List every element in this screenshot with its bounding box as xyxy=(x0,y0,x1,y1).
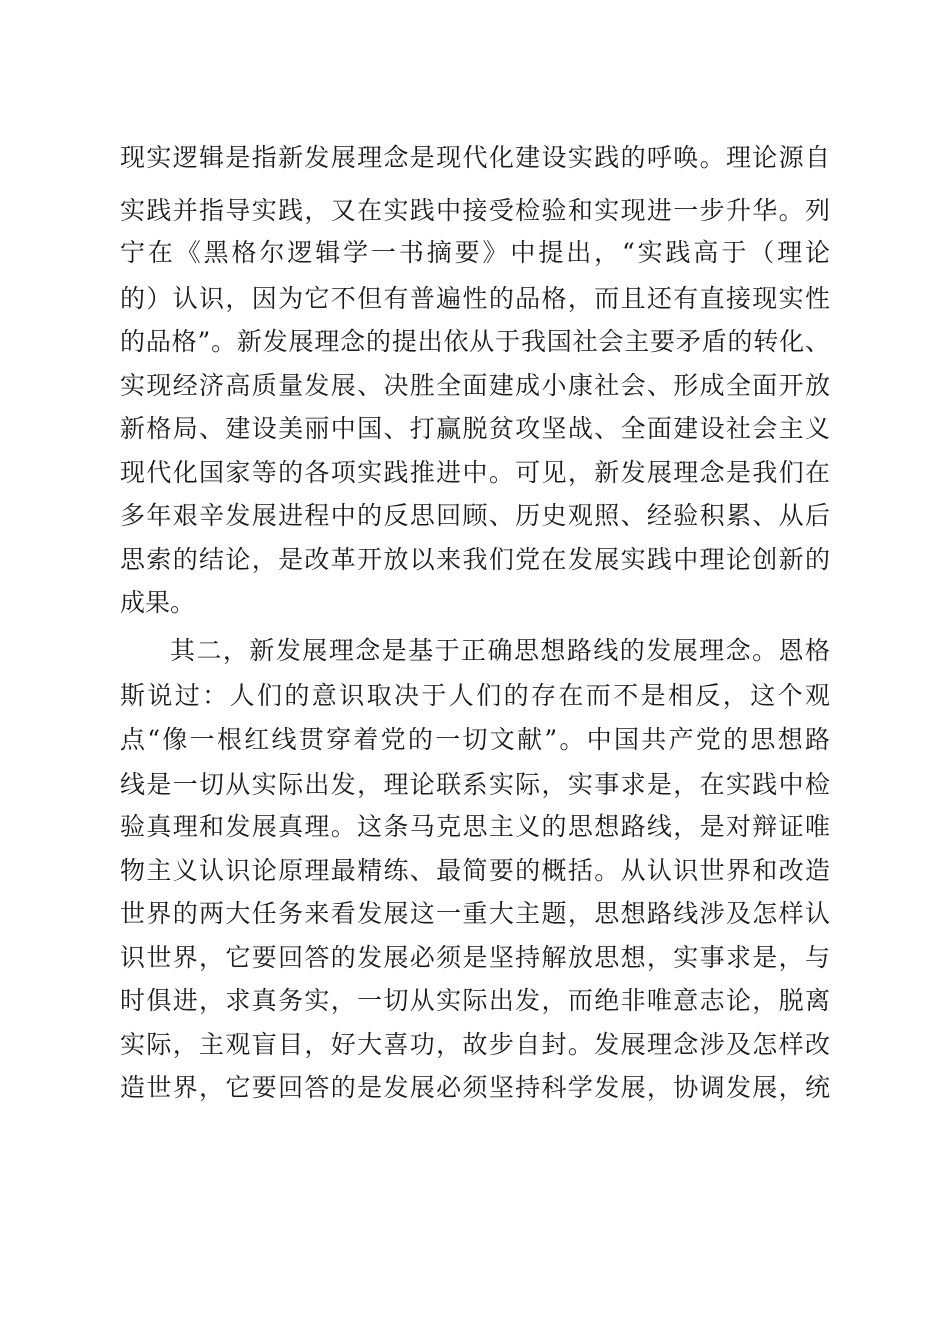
paragraph-2-line-2: 斯说过：人们的意识取决于人们的存在而不是相反，这个观 xyxy=(120,681,830,710)
paragraph-2-line-1: 其二，新发展理念是基于正确思想路线的发展理念。恩格 xyxy=(170,636,830,665)
paragraph-2-line-7: 世界的两大任务来看发展这一重大主题，思想路线涉及怎样认 xyxy=(120,899,830,928)
paragraph-1-line-10: 思索的结论，是改革开放以来我们党在发展实践中理论创新的 xyxy=(120,545,830,574)
paragraph-1-line-6: 实现经济高质量发展、决胜全面建成小康社会、形成全面开放 xyxy=(120,371,830,400)
paragraph-2-line-9: 时俱进，求真务实，一切从实际出发，而绝非唯意志论，脱离 xyxy=(120,986,830,1015)
paragraph-1-line-9: 多年艰辛发展进程中的反思回顾、历史观照、经验积累、从后 xyxy=(120,501,830,530)
paragraph-1-line-11: 成果。 xyxy=(120,588,196,617)
paragraph-2-line-5: 验真理和发展真理。这条马克思主义的思想路线，是对辩证唯 xyxy=(120,812,830,841)
paragraph-2-line-4: 线是一切从实际出发，理论联系实际，实事求是，在实践中检 xyxy=(120,770,830,799)
paragraph-1-line-1: 现实逻辑是指新发展理念是现代化建设实践的呼唤。理论源自 xyxy=(120,143,830,172)
paragraph-2-line-10: 实际，主观盲目，好大喜功，故步自封。发展理念涉及怎样改 xyxy=(120,1030,830,1059)
paragraph-1-line-2: 实践并指导实践，又在实践中接受检验和实现进一步升华。列 xyxy=(120,196,830,225)
paragraph-2-line-3: 点“像一根红线贯穿着党的一切文献”。中国共产党的思想路 xyxy=(120,725,830,754)
paragraph-1-line-7: 新格局、建设美丽中国、打赢脱贫攻坚战、全面建设社会主义 xyxy=(120,414,830,443)
paragraph-1-line-4: 的）认识，因为它不但有普遍性的品格，而且还有直接现实性 xyxy=(120,284,830,313)
paragraph-1-line-8: 现代化国家等的各项实践推进中。可见，新发展理念是我们在 xyxy=(120,458,830,487)
paragraph-2-line-8: 识世界，它要回答的发展必须是坚持解放思想，实事求是，与 xyxy=(120,943,830,972)
paragraph-2-line-6: 物主义认识论原理最精练、最简要的概括。从认识世界和改造 xyxy=(120,856,830,885)
paragraph-1-line-5: 的品格”。新发展理念的提出依从于我国社会主要矛盾的转化、 xyxy=(120,327,830,356)
paragraph-1-line-3: 宁在《黑格尔逻辑学一书摘要》中提出，“实践高于（理论 xyxy=(120,238,830,267)
paragraph-2-line-11: 造世界，它要回答的是发展必须坚持科学发展，协调发展，统 xyxy=(120,1073,830,1102)
